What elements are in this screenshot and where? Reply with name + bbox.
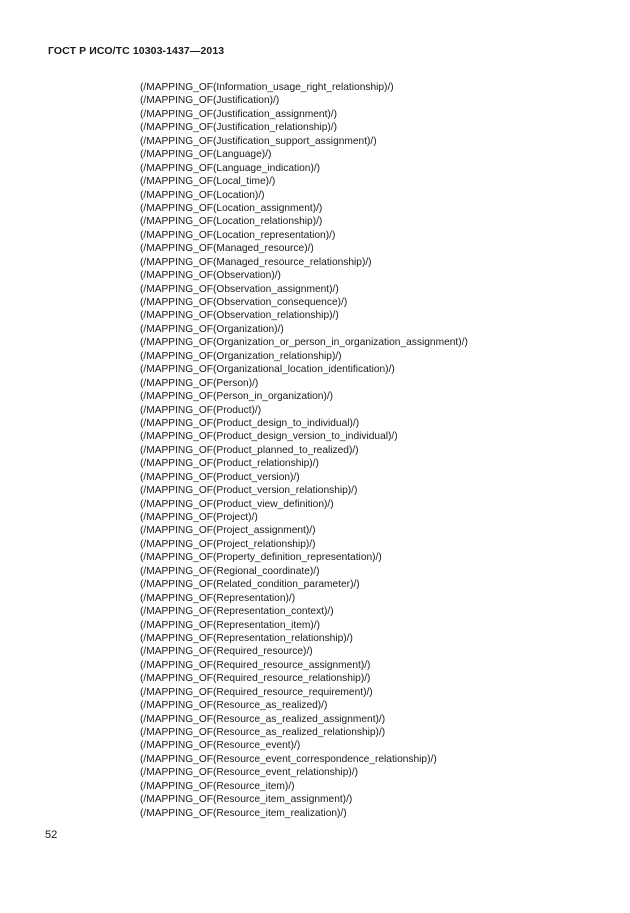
- mapping-line: (/MAPPING_OF(Observation_relationship)/): [140, 310, 339, 322]
- mapping-line: (/MAPPING_OF(Product_relationship)/): [140, 458, 319, 470]
- mapping-line: (/MAPPING_OF(Resource_item_assignment)/): [140, 794, 353, 806]
- mapping-line: (/MAPPING_OF(Representation_relationship)/): [140, 632, 353, 644]
- mapping-line: (/MAPPING_OF(Required_resource_requirement)/): [140, 686, 373, 698]
- mapping-line: (/MAPPING_OF(Resource_event)/): [140, 740, 301, 752]
- mapping-line: (/MAPPING_OF(Language)/): [140, 149, 272, 161]
- mapping-line: (/MAPPING_OF(Representation_item)/): [140, 619, 321, 631]
- mapping-line: (/MAPPING_OF(Organizational_location_identification)/): [140, 364, 395, 376]
- mapping-line: (/MAPPING_OF(Justification_relationship)/): [140, 122, 338, 134]
- mapping-line: (/MAPPING_OF(Product)/): [140, 404, 262, 416]
- mapping-line: (/MAPPING_OF(Project_assignment)/): [140, 525, 316, 537]
- mapping-line: (/MAPPING_OF(Observation_consequence)/): [140, 297, 348, 308]
- mapping-line: (/MAPPING_OF(Location)/): [140, 189, 265, 201]
- mapping-line: (/MAPPING_OF(Justification_assignment)/): [140, 108, 338, 120]
- mapping-line: (/MAPPING_OF(Justification)/): [140, 95, 280, 107]
- mapping-line: (/MAPPING_OF(Resource_as_realized)/): [140, 700, 328, 712]
- mapping-line: (/MAPPING_OF(Product_planned_to_realized)/): [140, 444, 359, 456]
- mapping-line: (/MAPPING_OF(Justification_support_assignment)/): [140, 135, 377, 147]
- mapping-line: (/MAPPING_OF(Related_condition_parameter)/): [140, 579, 360, 591]
- mapping-line: (/MAPPING_OF(Project_relationship)/): [140, 538, 316, 550]
- page-number: 52: [45, 829, 58, 841]
- mapping-line: (/MAPPING_OF(Resource_as_realized_assignment)/): [140, 713, 386, 725]
- mapping-list: [140, 81, 468, 820]
- mapping-line: (/MAPPING_OF(Location_relationship)/): [140, 216, 323, 228]
- mapping-line: (/MAPPING_OF(Required_resource_assignment)/): [140, 659, 371, 671]
- mapping-line: (/MAPPING_OF(Product_version)/): [140, 471, 300, 483]
- mapping-line: (/MAPPING_OF(Property_definition_representation)/): [140, 552, 382, 564]
- mapping-line: (/MAPPING_OF(Product_version_relationship)/): [140, 485, 358, 497]
- mapping-line: (/MAPPING_OF(Required_resource_relationship)/): [140, 673, 371, 685]
- mapping-line: (/MAPPING_OF(Information_usage_right_relationship)/): [140, 82, 394, 93]
- mapping-line: (/MAPPING_OF(Local_time)/): [140, 176, 276, 188]
- mapping-line: (/MAPPING_OF(Person_in_organization)/): [140, 391, 334, 403]
- mapping-line: (/MAPPING_OF(Product_design_version_to_individual)/): [140, 431, 398, 443]
- mapping-line: (/MAPPING_OF(Observation)/): [140, 270, 281, 282]
- mapping-line: (/MAPPING_OF(Organization_relationship)/): [140, 350, 342, 362]
- mapping-line: (/MAPPING_OF(Resource_item)/): [140, 780, 295, 792]
- mapping-line: (/MAPPING_OF(Managed_resource_relationship)/): [140, 256, 372, 268]
- mapping-line: (/MAPPING_OF(Regional_coordinate)/): [140, 565, 320, 577]
- mapping-line: (/MAPPING_OF(Language_indication)/): [140, 162, 321, 174]
- mapping-line: (/MAPPING_OF(Resource_as_realized_relationship)/): [140, 727, 386, 738]
- mapping-line: (/MAPPING_OF(Product_view_definition)/): [140, 498, 334, 510]
- mapping-line: (/MAPPING_OF(Location_representation)/): [140, 229, 336, 241]
- mapping-line: (/MAPPING_OF(Observation_assignment)/): [140, 283, 339, 295]
- mapping-line: (/MAPPING_OF(Project)/): [140, 512, 258, 523]
- page-header-standard-code: ГОСТ Р ИСО/ТС 10303-1437—2013: [48, 45, 225, 57]
- mapping-line: (/MAPPING_OF(Representation_context)/): [140, 606, 334, 618]
- mapping-line: (/MAPPING_OF(Product_design_to_individual)/): [140, 417, 360, 429]
- mapping-line: (/MAPPING_OF(Resource_item_realization)/): [140, 807, 347, 819]
- mapping-line: (/MAPPING_OF(Organization)/): [140, 323, 284, 335]
- mapping-line: (/MAPPING_OF(Location_assignment)/): [140, 202, 323, 214]
- mapping-line: (/MAPPING_OF(Managed_resource)/): [140, 243, 314, 255]
- mapping-line: (/MAPPING_OF(Resource_event_relationship)/): [140, 767, 358, 779]
- mapping-line: (/MAPPING_OF(Organization_or_person_in_organization_assignment)/): [140, 337, 468, 349]
- mapping-line: (/MAPPING_OF(Required_resource)/): [140, 646, 313, 658]
- mapping-line: (/MAPPING_OF(Representation)/): [140, 592, 296, 604]
- mapping-line: (/MAPPING_OF(Person)/): [140, 377, 259, 389]
- mapping-line: (/MAPPING_OF(Resource_event_correspondence_relationship)/): [140, 753, 437, 765]
